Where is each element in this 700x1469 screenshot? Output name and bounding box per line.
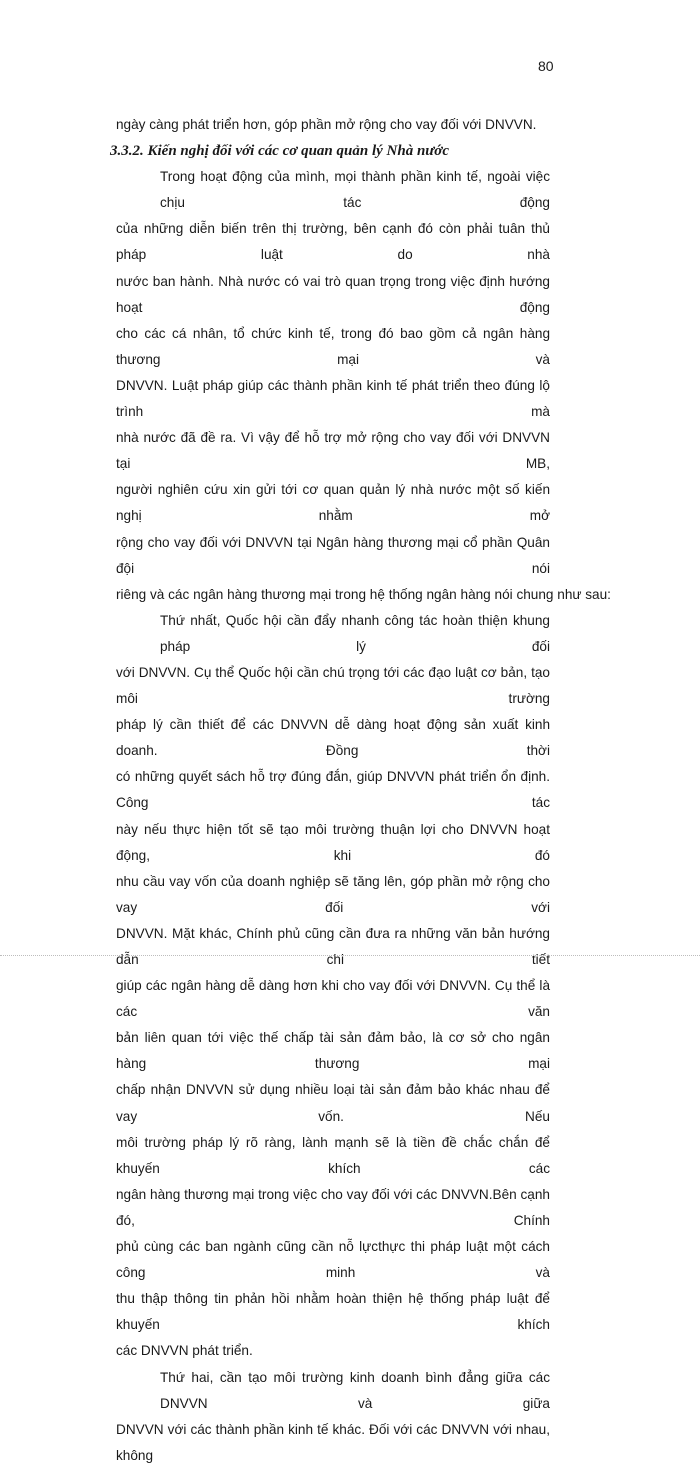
text-line: nhà nước đã đề ra. Vì vậy để hỗ trợ mở rộng cho vay đối với DNVVN tại MB, [116, 430, 550, 472]
text-line: Thứ hai, cần tạo môi trường kinh doanh bình đẳng giữa các DNVVN và giữa [160, 1369, 550, 1411]
paragraph-1 [116, 164, 611, 608]
text-line: bản liên quan tới việc thế chấp tài sản đảm bảo, là cơ sở cho ngân hàng thương mại [116, 1030, 550, 1072]
text-line: Thứ nhất, Quốc hội cần đẩy nhanh công tác hoàn thiện khung pháp lý đối [160, 612, 550, 654]
document-body [110, 112, 611, 1469]
text-line: ngân hàng thương mại trong việc cho vay đối với các DNVVN.Bên cạnh đó, Chính [116, 1186, 550, 1228]
paragraph-3 [116, 1365, 550, 1469]
text-line: nước ban hành. Nhà nước có vai trò quan trọng trong việc định hướng hoạt động [116, 273, 550, 315]
text-line: phủ cùng các ban ngành cũng cần nỗ lựcthực thi pháp luật một cách công minh và [116, 1239, 550, 1281]
text-line: người nghiên cứu xin gửi tới cơ quan quản lý nhà nước một số kiến nghị nhằm mở [116, 482, 550, 524]
page-number: 80 [538, 58, 554, 74]
text-line: thu thập thông tin phản hồi nhằm hoàn thiện hệ thống pháp luật để khuyến khích [116, 1291, 550, 1333]
text-line: DNVVN. Mặt khác, Chính phủ cũng cần đưa ra những văn bản hướng dẫn chi tiết [116, 925, 550, 967]
text-line: môi trường pháp lý rõ ràng, lành mạnh sẽ là tiền đề chắc chắn để khuyến khích các [116, 1134, 550, 1176]
text-line: chấp nhận DNVVN sử dụng nhiều loại tài sản đảm bảo khác nhau để vay vốn. Nếu [116, 1082, 550, 1124]
text-line: DNVVN. Luật pháp giúp các thành phần kinh tế phát triển theo đúng lộ trình mà [116, 377, 550, 420]
text-line: giúp các ngân hàng dễ dàng hơn khi cho vay đối với DNVVN. Cụ thể là các văn [116, 978, 550, 1020]
text-line: rộng cho vay đối với DNVVN tại Ngân hàng thương mại cổ phần Quân đội nói [116, 534, 550, 576]
text-line: Trong hoạt động của mình, mọi thành phần kinh tế, ngoài việc chịu tác động [160, 169, 550, 211]
intro-line: ngày càng phát triển hơn, góp phần mở rộng cho vay đối với DNVVN. [116, 117, 537, 132]
text-line: cho các cá nhân, tổ chức kinh tế, trong đó bao gồm cả ngân hàng thương mại và [116, 325, 550, 367]
text-line: với DNVVN. Cụ thể Quốc hội cần chú trọng tới các đạo luật cơ bản, tạo môi trường [116, 664, 550, 707]
text-line: DNVVN với các thành phần kinh tế khác. Đối với các DNVVN với nhau, không [116, 1421, 550, 1463]
text-line: có những quyết sách hỗ trợ đúng đắn, giúp DNVVN phát triển ổn định. Công tác [116, 769, 550, 811]
text-line: pháp lý cần thiết để các DNVVN dễ dàng hoạt động sản xuất kinh doanh. Đồng thời [116, 717, 550, 759]
text-line: của những diễn biến trên thị trường, bên cạnh đó còn phải tuân thủ pháp luật do nhà [116, 221, 550, 263]
text-line: này nếu thực hiện tốt sẽ tạo môi trường thuận lợi cho DNVVN hoạt động, khi đó [116, 821, 550, 863]
footer-divider [0, 955, 700, 956]
paragraph-2 [116, 608, 550, 1365]
text-line: riêng và các ngân hàng thương mại trong hệ thống ngân hàng nói chung như sau: [116, 586, 611, 602]
section-heading: 3.3.2. Kiến nghị đối với các cơ quan quản lý Nhà nước [110, 143, 449, 160]
text-line: các DNVVN phát triển. [116, 1343, 253, 1359]
text-line: nhu cầu vay vốn của doanh nghiệp sẽ tăng lên, góp phần mở rộng cho vay đối với [116, 873, 550, 915]
